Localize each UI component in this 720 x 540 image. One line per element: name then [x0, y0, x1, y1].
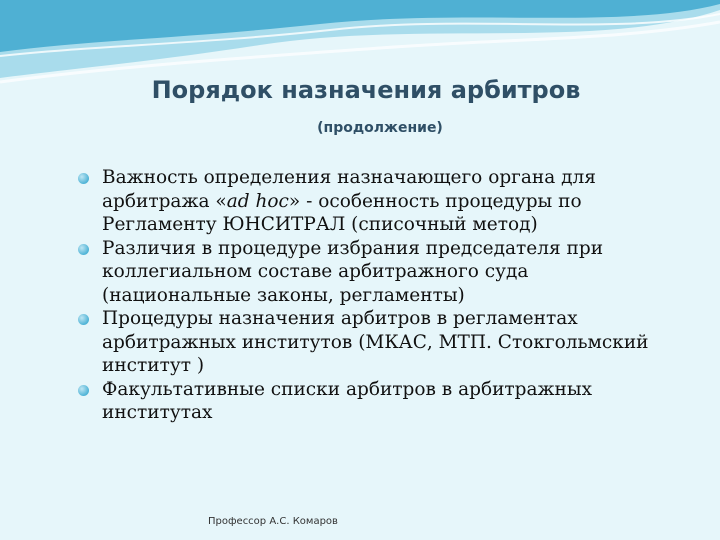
bullet-item [78, 307, 678, 378]
bullet-icon [78, 173, 89, 184]
footer-author: Профессор А.С. Комаров [208, 516, 338, 527]
bullet-icon [78, 244, 89, 255]
slide-title: Порядок назначения арбитров [151, 76, 581, 104]
bullet-item [78, 166, 678, 237]
bullet-text: Процедуры назначения арбитров в регламентах арбитражных институтов (МКАС, МТП. Стокгольмский институт ) [102, 308, 649, 376]
bullet-item [78, 237, 678, 308]
slide-subtitle: (продолжение) [317, 120, 443, 136]
bullet-icon [78, 314, 89, 325]
bullet-text-italic: ad hoc [226, 190, 289, 212]
bullet-text: Различия в процедуре избрания председателя при коллегиальном составе арбитражного суда (национальные законы, регламенты) [102, 237, 604, 306]
bullet-text-part: Важность определения назначающего органа для арбитража « [102, 167, 596, 212]
bullet-icon [78, 385, 89, 396]
bullet-text-part: » - особенность процедуры по Регламенту ЮНСИТРАЛ (списочный метод) [102, 190, 582, 235]
bullet-list [78, 166, 678, 425]
bullet-text: Факультативные списки арбитров в арбитражных институтах [102, 378, 593, 423]
bullet-item [78, 378, 678, 425]
